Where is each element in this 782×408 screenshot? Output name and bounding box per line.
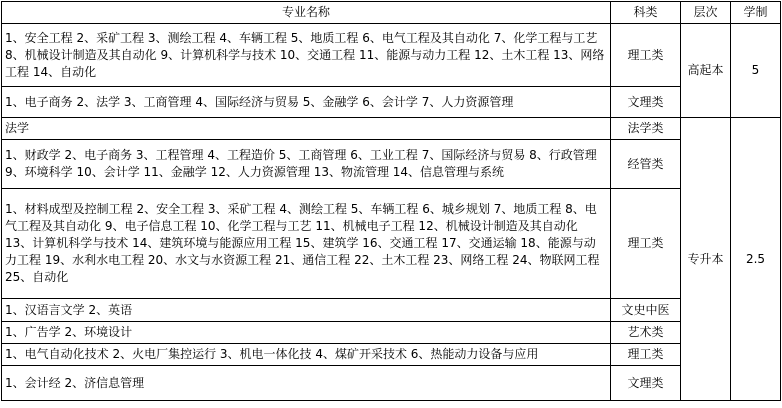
table-row: [2, 322, 781, 344]
category-cell: 理工类: [611, 24, 681, 87]
category-cell: 经管类: [611, 140, 681, 189]
major-list: 1、电子商务 2、法学 3、工商管理 4、国际经济与贸易 5、金融学 6、会计学 7、人力资源管理: [2, 87, 611, 118]
table-row: [2, 87, 781, 118]
major-list: 1、电气自动化技术 2、火电厂集控运行 3、机电一体化技 4、煤矿开采技术 6、热能动力设备与应用: [2, 344, 611, 366]
category-cell: 理工类: [611, 189, 681, 299]
major-list: 法学: [2, 118, 611, 140]
category-cell: 文理类: [611, 366, 681, 401]
table-row: [2, 299, 781, 322]
major-list: 1、广告学 2、环境设计: [2, 322, 611, 344]
header-level: 层次: [681, 2, 731, 24]
table-row: [2, 118, 781, 140]
category-cell: 艺术类: [611, 322, 681, 344]
header-years: 学制: [731, 2, 781, 24]
table-row: [2, 189, 781, 299]
table-row: [2, 140, 781, 189]
major-list: 1、安全工程 2、采矿工程 3、测绘工程 4、车辆工程 5、地质工程 6、电气工程及其自动化 7、化学工程与工艺 8、机械设计制造及其自动化 9、计算机科学与技术 10、交通工程 11、能源与动力工程 12、土木工程 13、网络工程 14、自动化: [2, 24, 611, 87]
majors-table: [1, 1, 781, 401]
years-cell-gaoqiben: 5: [731, 24, 781, 118]
header-category: 科类: [611, 2, 681, 24]
header-row: [2, 2, 781, 24]
category-cell: 文史中医: [611, 299, 681, 322]
years-cell-zhuanshengben: 2.5: [731, 118, 781, 401]
level-cell-gaoqiben: 高起本: [681, 24, 731, 118]
category-cell: 理工类: [611, 344, 681, 366]
table-row: [2, 344, 781, 366]
level-cell-zhuanshengben: 专升本: [681, 118, 731, 401]
category-cell: 文理类: [611, 87, 681, 118]
major-list: 1、汉语言文学 2、英语: [2, 299, 611, 322]
major-list: 1、材料成型及控制工程 2、安全工程 3、采矿工程 4、测绘工程 5、车辆工程 6、城乡规划 7、地质工程 8、电气工程及其自动化 9、电子信息工程 10、化学工程与工艺 11、机械电子工程 12、机械设计制造及其自动化 13、计算机科学与技术 14、建筑环境与能源应用工程 15、建筑学 16、交通工程 17、交通运输 18、能源与动力工程 19、水利水电工程 20、水文与水资源工程 21、通信工程 22、土木工程 23、网络工程 24、物联网工程 25、自动化: [2, 189, 611, 299]
table-row: [2, 24, 781, 87]
table-row: [2, 366, 781, 401]
category-cell: 法学类: [611, 118, 681, 140]
header-major: 专业名称: [2, 2, 611, 24]
major-list: 1、会计经 2、济信息管理: [2, 366, 611, 401]
major-list: 1、财政学 2、电子商务 3、工程管理 4、工程造价 5、工商管理 6、工业工程 7、国际经济与贸易 8、行政管理 9、环境科学 10、会计学 11、金融学 12、人力资源管理 13、物流管理 14、信息管理与系统: [2, 140, 611, 189]
